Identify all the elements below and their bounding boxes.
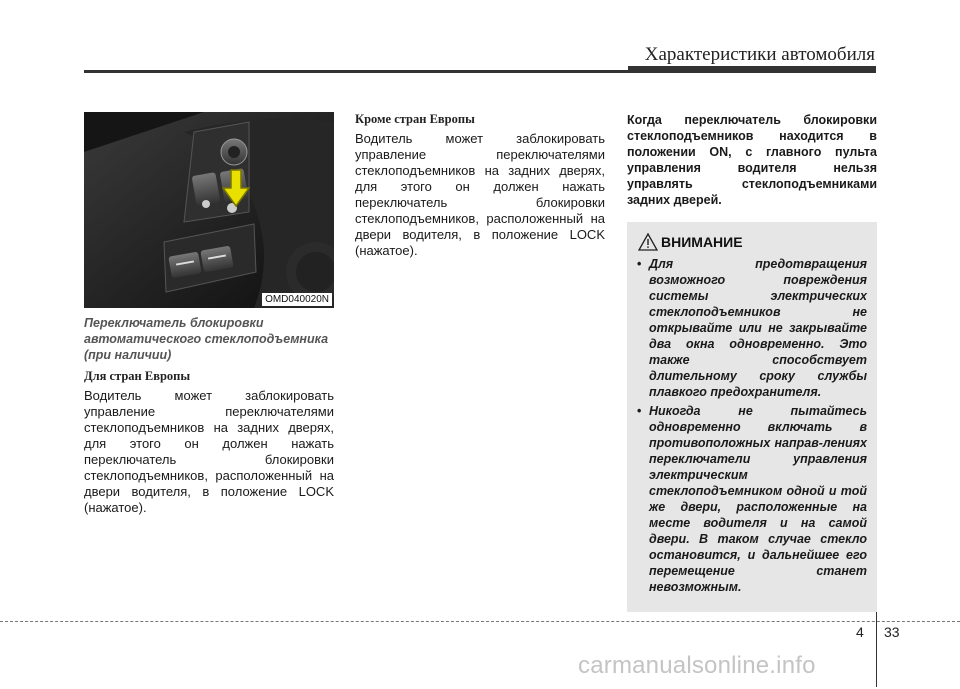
section-heading-europe: Для стран Европы — [84, 369, 191, 383]
paragraph-non-europe: Водитель может заблокировать управление переключателями стеклоподъемников на задних дверях, для этого он должен нажать переключатель блокировки стеклоподъемников, расположенный на двери водителя, в положение LOCK (нажатое). — [355, 131, 605, 258]
warning-item-text: Никогда не пытайтесь одновременно включать в противоположных направ-лениях переключатели управления электрическим стеклоподъемником одной и той же двери, расположенные на месте водителя и на самой двери. В таком случае стекло остановится, и дальнейшее его перемещение станет невозможным. — [649, 404, 867, 594]
warning-item — [637, 256, 867, 400]
column-1 — [84, 112, 334, 516]
chapter-number: 4 — [856, 624, 864, 640]
header-rule-accent — [628, 66, 876, 72]
paragraph-europe: Водитель может заблокировать управление переключателями стеклоподъемников на задних дверях, для этого он должен нажать переключатель блокировки стеклоподъемников, расположенный на двери водителя, в положение LOCK (нажатое). — [84, 388, 334, 515]
page-header-title: Характеристики автомобиля — [644, 44, 875, 65]
watermark: carmanualsonline.info — [578, 652, 816, 679]
warning-list — [637, 256, 867, 595]
page-number: 33 — [884, 624, 900, 640]
figure-caption: Переключатель блокировки автоматического стеклоподъемника (при наличии) — [84, 316, 329, 362]
window-switch-photo — [84, 112, 334, 308]
door-panel-illustration — [84, 112, 334, 308]
lock-on-note: Когда переключатель блокировки стеклоподъемников находится в положении ON, с главного пульта управления водителя нельзя управлять стеклоподъемниками задних дверей. — [627, 113, 877, 207]
bullet-icon: • — [637, 257, 642, 271]
footer-divider — [876, 612, 877, 687]
section-heading-non-europe: Кроме стран Европы — [355, 112, 475, 126]
warning-item-text: Для предотвращения возможного повреждения системы электрических стеклоподъемников не открывайте или не закрывайте два окна одновременно. Это также способствует длительному сроку службы плавкого предохранителя. — [649, 257, 867, 399]
bullet-icon: • — [637, 404, 642, 418]
column-2 — [355, 112, 605, 259]
warning-item — [637, 403, 867, 595]
warning-triangle-icon — [637, 232, 659, 252]
warning-header — [637, 232, 867, 252]
warning-title: ВНИМАНИЕ — [661, 234, 743, 250]
column-3 — [627, 112, 877, 612]
warning-box — [627, 222, 877, 612]
footer-dashed-line — [0, 621, 960, 622]
figure-code: OMD040020N — [262, 293, 332, 306]
